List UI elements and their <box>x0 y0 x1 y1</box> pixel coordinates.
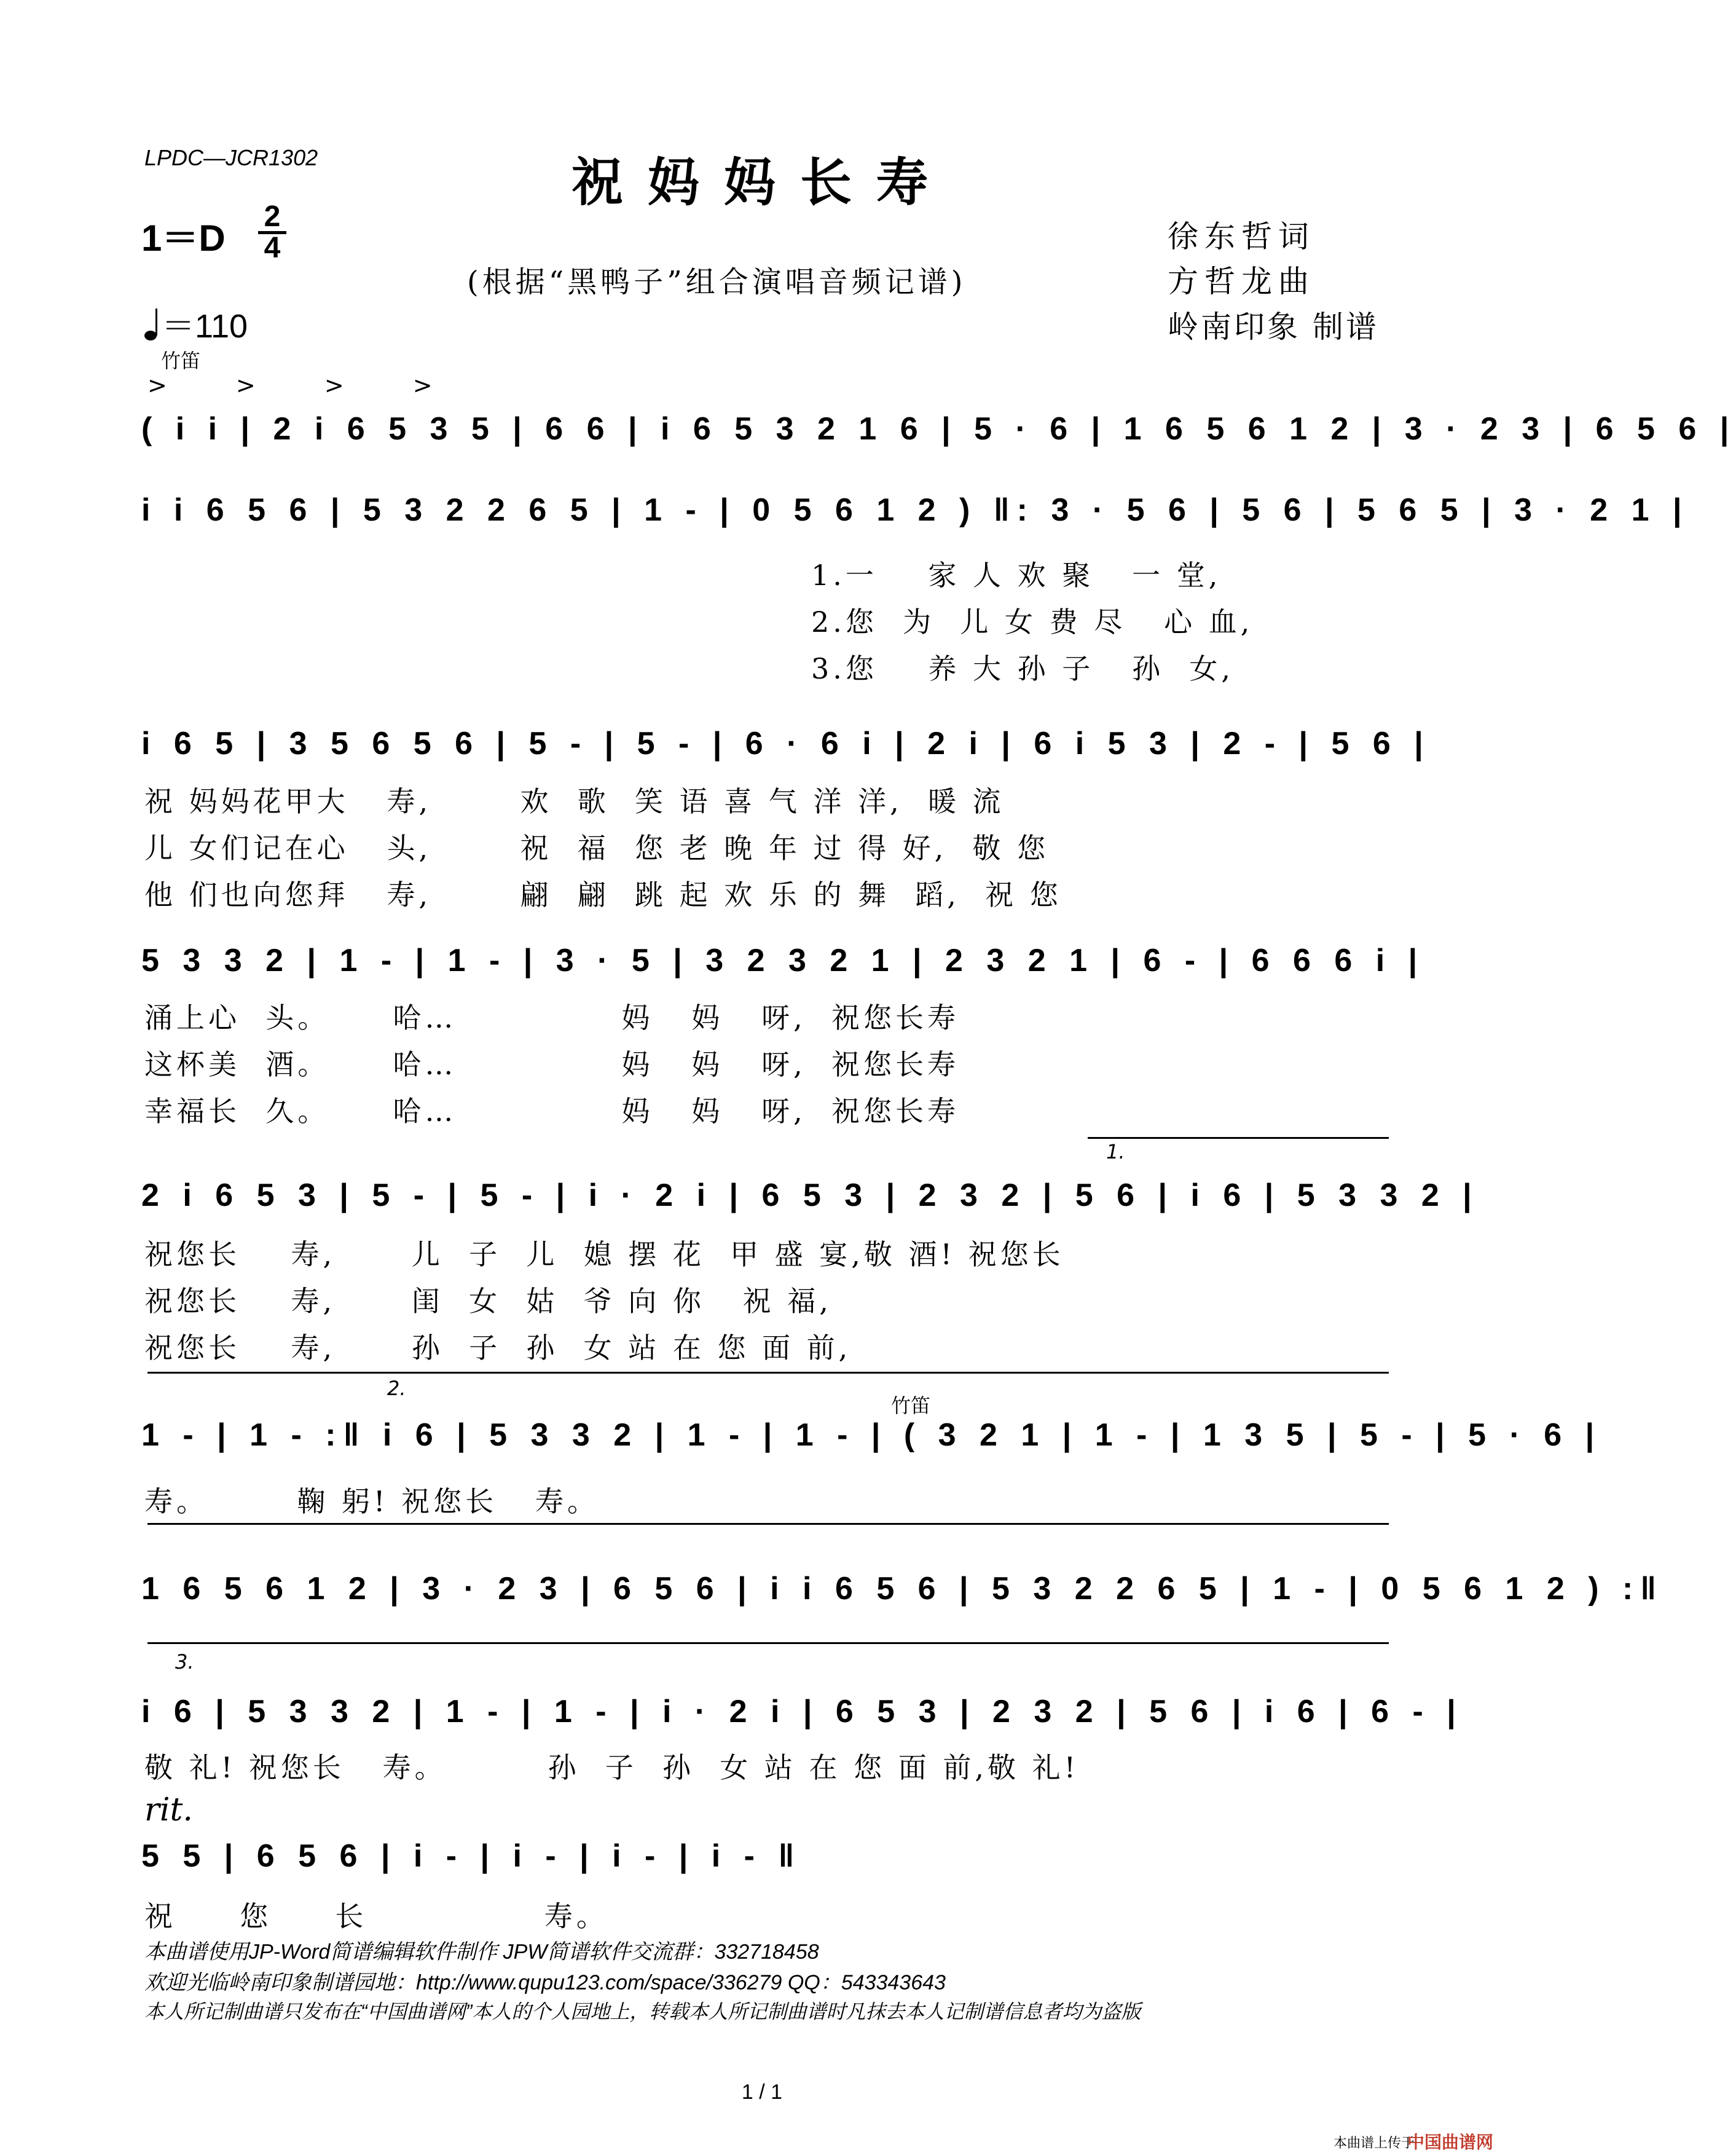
instrument-label-1: 竹笛 <box>161 349 201 372</box>
footer-copyright: 本人所记制曲谱只发布在“中国曲谱网”本人的个人园地上，转载本人所记制曲谱时凡抹去本人记制谱信息者均为盗版 <box>144 2001 1141 2023</box>
site-brand: 中国曲谱网 <box>1407 2132 1494 2152</box>
lyric-line-3-verse-3: 他 们也向您拜 寿, 翩 翩 跳 起 欢 乐 的 舞 蹈, 祝 您 <box>144 878 1062 911</box>
score-line-9: 5 5 | 6 5 6 | i - | i - | i - | i - ‖ <box>141 1838 802 1874</box>
time-top: 2 <box>258 203 286 234</box>
arranger: 岭南印象 制谱 <box>1168 309 1379 345</box>
tempo-marking <box>144 300 248 350</box>
lyric-line-3-verse-2: 儿 女们记在心 头, 祝 福 您 老 晚 年 过 得 好, 敬 您 <box>144 832 1050 865</box>
score-line-8: i 6 | 5 3 3 2 | 1 - | 1 - | i · 2 i | 6 5 3 | 2 3 2 | 5 6 | i 6 | 6 - | <box>141 1694 1463 1729</box>
ritardando-marking: rit. <box>144 1792 193 1828</box>
lyric-line-5-verse-3: 祝您长 寿, 孙 子 孙 女 站 在 您 面 前, <box>144 1331 852 1364</box>
page-number: 1 / 1 <box>741 2080 783 2104</box>
section-divider <box>147 1523 1389 1525</box>
lyric-intro-verse-3: 3.您 养 大 孙 子 孙 女, <box>811 652 1234 685</box>
volta-1-bracket <box>1088 1137 1389 1139</box>
subtitle: (根据“黑鸭子”组合演唱音频记谱) <box>467 265 967 299</box>
key-signature: 1＝D <box>141 218 226 259</box>
lyric-line-5-verse-2: 祝您长 寿, 闺 女 姑 爷 向 你 祝 福, <box>144 1285 832 1318</box>
score-line-1: ( i i | 2 i 6 5 3 5 | 6 6 | i 6 5 3 2 1 6 | 5 · 6 | 1 6 5 6 1 2 | 3 · 2 3 | 6 5 6 | <box>141 411 1736 447</box>
upload-note: 本曲谱上传于 <box>1333 2136 1415 2151</box>
footer-software-note: 本曲谱使用JP-Word简谱编辑软件制作 JPW简谱软件交流群：332718458 <box>144 1940 819 1964</box>
lyric-line-3-verse-1: 祝 妈妈花甲大 寿, 欢 歌 笑 语 喜 气 洋 洋, 暖 流 <box>144 785 1005 818</box>
quarter-note-icon <box>144 307 162 350</box>
volta-1-label: 1. <box>1106 1140 1125 1163</box>
volta-2-label: 2. <box>387 1377 406 1400</box>
composer: 方哲龙曲 <box>1168 264 1315 299</box>
lyricist: 徐东哲词 <box>1168 219 1315 254</box>
score-line-2: i i 6 5 6 | 5 3 2 2 6 5 | 1 - | 0 5 6 1 2 ) ‖: 3 · 5 6 | 5 6 | 5 6 5 | 3 · 2 1 | <box>141 492 1689 528</box>
score-line-4: 5 3 3 2 | 1 - | 1 - | 3 · 5 | 3 2 3 2 1 | 2 3 2 1 | 6 - | 6 6 6 i | <box>141 943 1425 978</box>
lyric-line-9: 祝 您 长 寿。 <box>144 1900 608 1933</box>
lyric-intro-verse-1: 1.一 家 人 欢 聚 一 堂, <box>811 559 1222 592</box>
score-line-3: i 6 5 | 3 5 6 5 6 | 5 - | 5 - | 6 · 6 i | 2 i | 6 i 5 3 | 2 - | 5 6 | <box>141 726 1431 761</box>
accent-marks: > > > > <box>147 372 463 399</box>
score-line-5: 2 i 6 5 3 | 5 - | 5 - | i · 2 i | 6 5 3 | 2 3 2 | 5 6 | i 6 | 5 3 3 2 | <box>141 1178 1479 1213</box>
instrument-label-2: 竹笛 <box>891 1394 931 1417</box>
lyric-line-4-verse-1: 涌上心 头。 哈… 妈 妈 呀, 祝您长寿 <box>144 1001 960 1034</box>
footer-website: 欢迎光临岭南印象制谱园地：http://www.qupu123.com/space/336279 QQ：543343643 <box>144 1971 946 1994</box>
lyric-line-4-verse-3: 幸福长 久。 哈… 妈 妈 呀, 祝您长寿 <box>144 1095 960 1128</box>
score-line-7: 1 6 5 6 1 2 | 3 · 2 3 | 6 5 6 | i i 6 5 6 | 5 3 2 2 6 5 | 1 - | 0 5 6 1 2 ) :‖ <box>141 1571 1664 1607</box>
time-bottom: 4 <box>264 232 281 264</box>
volta-divider <box>147 1372 1389 1374</box>
score-code: LPDC—JCR1302 <box>144 145 318 170</box>
score-line-6: 1 - | 1 - :‖ i 6 | 5 3 3 2 | 1 - | 1 - | ( 3 2 1 | 1 - | 1 3 5 | 5 - | 5 · 6 | <box>141 1417 1602 1453</box>
lyric-line-4-verse-2: 这杯美 酒。 哈… 妈 妈 呀, 祝您长寿 <box>144 1048 960 1081</box>
volta-3-label: 3. <box>175 1650 194 1674</box>
time-signature <box>258 200 286 264</box>
tempo-value: ＝110 <box>162 308 248 345</box>
lyric-intro-verse-2: 2.您 为 儿 女 费 尽 心 血, <box>811 605 1254 639</box>
lyric-line-6: 寿。 鞠 躬! 祝您长 寿。 <box>144 1485 599 1518</box>
volta-3-bracket <box>147 1642 1389 1644</box>
lyric-line-5-verse-1: 祝您长 寿, 儿 子 儿 媳 摆 花 甲 盛 宴,敬 酒! 祝您长 <box>144 1238 1064 1271</box>
lyric-line-8: 敬 礼! 祝您长 寿。 孙 子 孙 女 站 在 您 面 前,敬 礼! <box>144 1751 1080 1784</box>
page-title: 祝妈妈长寿 <box>571 152 952 213</box>
